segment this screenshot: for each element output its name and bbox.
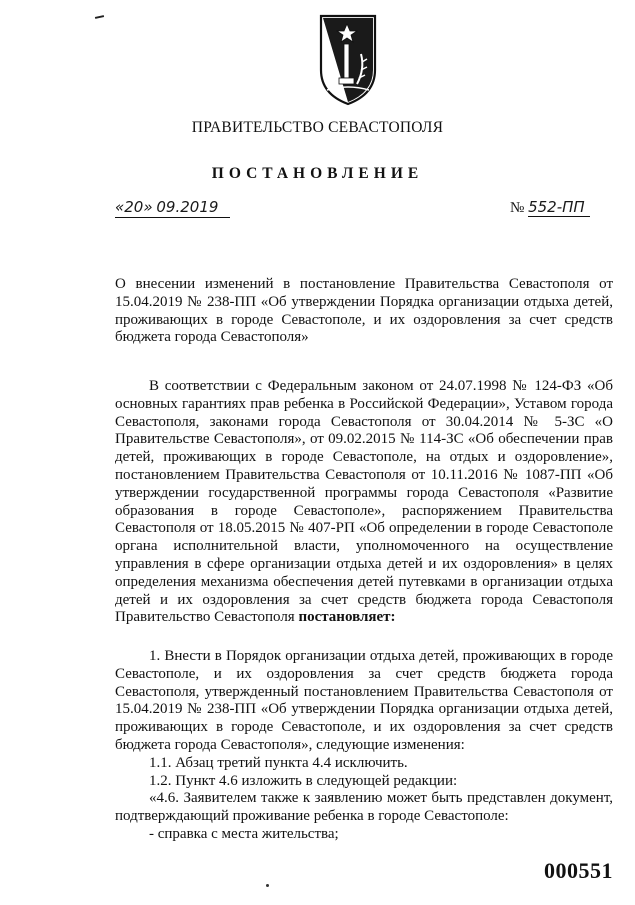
item-1-1: 1.1. Абзац третий пункта 4.4 исключить. bbox=[149, 755, 408, 771]
item-1-2: 1.2. Пункт 4.6 изложить в следующей редакции: bbox=[149, 773, 458, 789]
preamble-bold-verb: постановляет: bbox=[298, 609, 396, 626]
date-month-year: 09.2019 bbox=[156, 198, 219, 216]
sevastopol-coat-of-arms bbox=[317, 14, 379, 106]
item-1-paragraph: 1. Внести в Порядок организации отдыха детей, проживающих в городе Севастополе, и их оздоровления за счет средств бюджета города Севастополя, утвержденный постановлением Правительства Севастополя от 15.04.2019 № 238-ПП «Об утверждении Порядка организации отдыха детей, проживающих в городе Севастополе, и их оздоровления за счет средств бюджета города Севастополя», следующие изменения: bbox=[115, 648, 613, 753]
date-day: 20 bbox=[124, 198, 144, 216]
page-stamp-number: 000551 bbox=[544, 858, 613, 883]
preamble-paragraph bbox=[115, 378, 613, 627]
document-type-title: ПОСТАНОВЛЕНИЕ bbox=[211, 165, 424, 182]
scan-speck bbox=[266, 884, 269, 887]
date-open-quote: « bbox=[115, 198, 125, 216]
dash-list-item: - справка с места жительства; bbox=[149, 826, 339, 842]
number-line bbox=[510, 198, 590, 217]
preamble-text: В соответствии с Федеральным законом от 24.07.1998 № 124-ФЗ «Об основных гарантиях прав ребенка в Российской Федерации», Уставом города Севастополя, законами города Севастополя от 30.04.2014 № 5-ЗС «О Правительстве Севастополя», от 09.02.2015 № 114-ЗС «Об обеспечении прав детей, проживающих в городе Севастополе, на отдых и оздоровление», постановлением Правительства Севастополя от 10.11.2016 № 1087-ПП «Об утверждении государственной программы города Севастополя «Развитие образования в городе Севастополе», распоряжением Правительства Севастополя от 18.05.2015 № 407-РП «Об определении в городе Севастополе органа исполнительной власти, уполномоченного на осуществление управления в сфере организации отдыха детей и их оздоровления» в целях определения механизма обеспечения детей путевками в организации отдыха детей и их оздоровления за счет средств бюджета города Севастополя Правительство Севастополя bbox=[115, 378, 613, 626]
government-name: ПРАВИТЕЛЬСТВО СЕВАСТОПОЛЯ bbox=[191, 119, 444, 136]
document-subject: О внесении изменений в постановление Правительства Севастополя от 15.04.2019 № 238-ПП «Об утверждении Порядка организации отдыха детей, проживающих в городе Севастополе, и их оздоровления за счет средств бюджета города Севастополя» bbox=[115, 276, 613, 346]
document-number: 552-ПП bbox=[528, 198, 590, 217]
margin-mark bbox=[95, 15, 104, 19]
clause-4-6-quote: «4.6. Заявителем также к заявлению может быть представлен документ, подтверждающий проживание ребенка в городе Севастополе: bbox=[115, 790, 613, 824]
date-line bbox=[115, 198, 230, 218]
number-prefix: № bbox=[510, 200, 525, 216]
date-close-quote: » bbox=[143, 198, 153, 216]
